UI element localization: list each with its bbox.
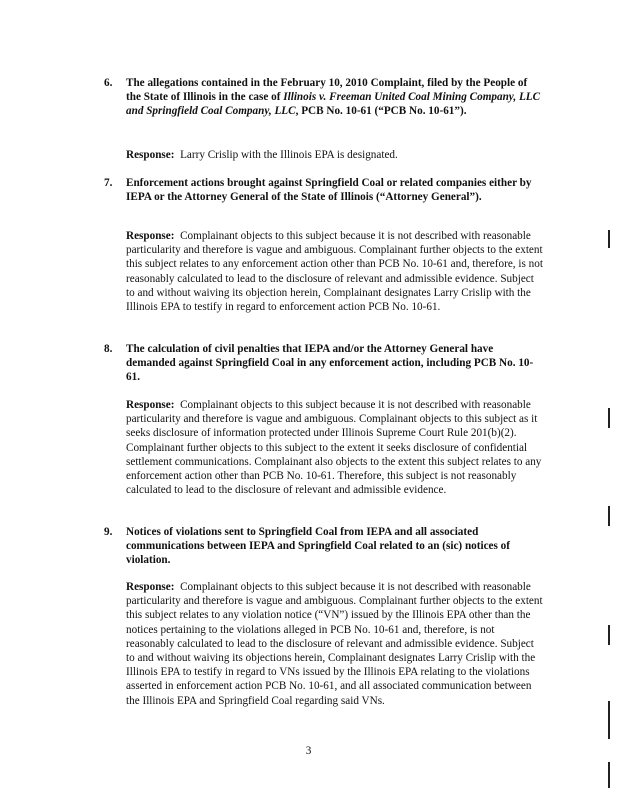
item-9-response: Response: Complainant objects to this subject because it is not described with reasonable particularity and therefore is vague and ambiguous. Complainant further objects to the extent this subject relates to any violation notice (“VN”) issued by the Illinois EPA other than the notices pertaining to the violations alleged in PCB No. 10-61 and, therefore, is not reasonably calculated to lead to the disclosure of relevant and admissible evidence. Subject to and without waiving its objections herein, Complainant designates Larry Crislip with the Illinois EPA to testify in regard to VNs issued by the Illinois EPA relating to the violations asserted in enforcement action PCB No. 10-61, and all associated communication between the Illinois EPA and Springfield Coal regarding said VNs. bbox=[126, 581, 543, 707]
revision-bar bbox=[608, 701, 610, 739]
revision-bar bbox=[608, 506, 610, 526]
revision-bar bbox=[608, 625, 610, 645]
item-number: 8. bbox=[104, 343, 113, 355]
item-9 bbox=[104, 525, 544, 568]
item-heading: Notices of violations sent to Springfield Coal from IEPA and all associated communications between IEPA and Springfield Coal related to an (sic) notices of violation. bbox=[126, 526, 510, 567]
item-heading: The allegations contained in the February 10, 2010 Complaint, filed by the People of the State of Illinois in the case of Illinois v. Freeman United Coal Mining Company, LLC and Springfield Coal Company, LLC, PCB No. 10-61 (“PCB No. 10-61”). bbox=[126, 77, 541, 118]
revision-bar bbox=[608, 230, 610, 248]
item-6-response: Response: Larry Crislip with the Illinois EPA is designated. bbox=[126, 149, 398, 161]
item-8 bbox=[104, 342, 544, 385]
item-number: 9. bbox=[104, 526, 113, 538]
page-number: 3 bbox=[305, 745, 312, 757]
item-number: 7. bbox=[104, 177, 113, 189]
item-7 bbox=[104, 176, 544, 204]
item-number: 6. bbox=[104, 77, 113, 89]
revision-bar bbox=[608, 762, 610, 788]
revision-bar bbox=[608, 408, 610, 428]
item-heading: The calculation of civil penalties that IEPA and/or the Attorney General have demanded against Springfield Coal in any enforcement action, including PCB No. 10-61. bbox=[126, 343, 534, 384]
item-7-response: Response: Complainant objects to this subject because it is not described with reasonable particularity and therefore is vague and ambiguous. Complainant further objects to the extent this subject relates to any enforcement action other than PCB No. 10-61 and, therefore, is not reasonably calculated to lead to the disclosure of relevant and admissible evidence. Subject to and without waiving its objection herein, Complainant designates Larry Crislip with the Illinois EPA to testify in regard to enforcement action PCB No. 10-61. bbox=[126, 230, 543, 314]
item-8-response: Response: Complainant objects to this subject because it is not described with reasonable particularity and therefore is vague and ambiguous. Complainant objects to this subject as it seeks disclosure of information protected under Illinois Supreme Court Rule 201(b)(2). Complainant further objects to this subject to the extent it seeks disclosure of confidential settlement communications. Complainant also objects to the extent this subject relates to any enforcement action other than PCB No. 10-61. Therefore, this subject is not reasonably calculated to lead to the disclosure of relevant and admissible evidence. bbox=[126, 399, 542, 497]
item-heading: Enforcement actions brought against Springfield Coal or related companies either by IEPA or the Attorney General of the State of Illinois (“Attorney General”). bbox=[126, 177, 532, 204]
item-6 bbox=[104, 76, 544, 119]
